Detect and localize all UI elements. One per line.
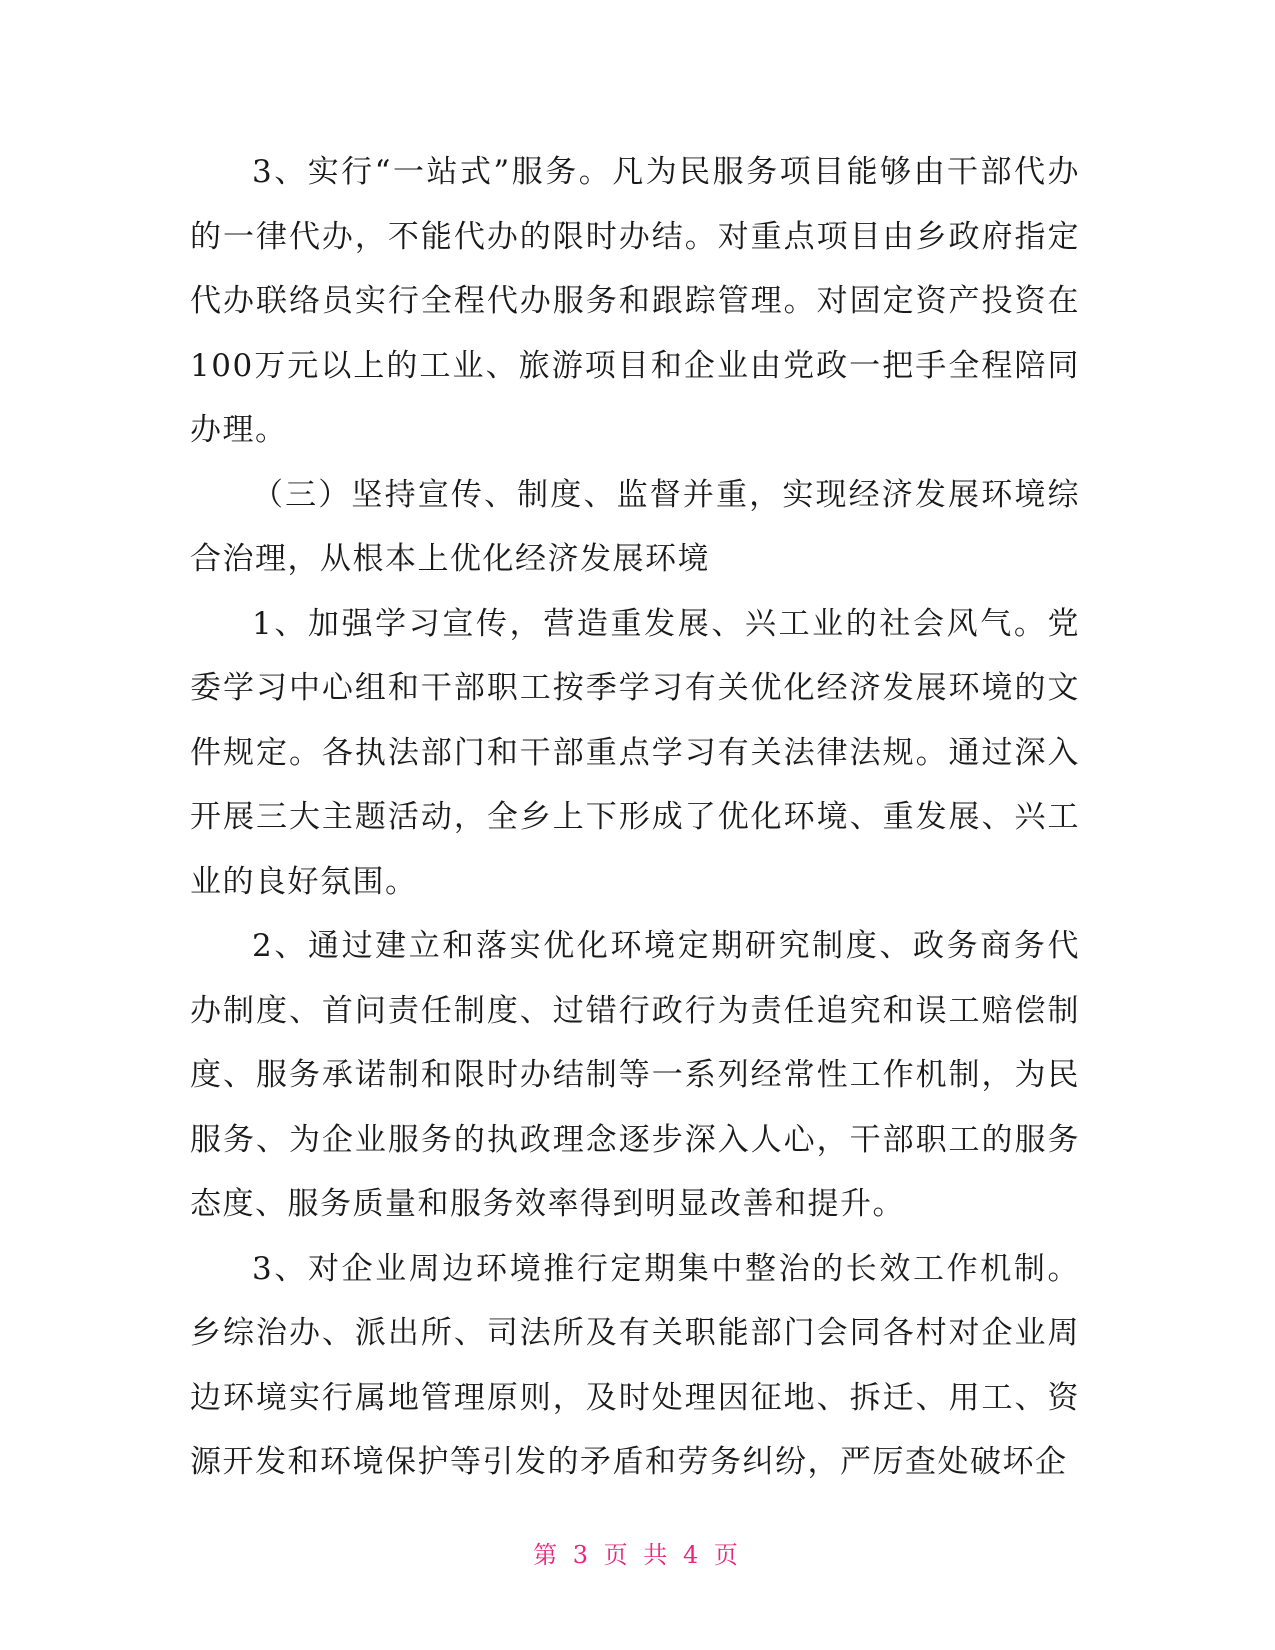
paragraph-item-3-one-stop-service: 3、实行“一站式”服务。凡为民服务项目能够由干部代办的一律代办，不能代办的限时办结。对重点项目由乡政府指定代办联络员实行全程代办服务和跟踪管理。对固定资产投资在100万元以上的工业、旅游项目和企业由党政一把手全程陪同办理。	[190, 154, 1080, 448]
document-body	[190, 140, 1080, 1495]
paragraph-item-1-study-publicity: 1、加强学习宣传，营造重发展、兴工业的社会风气。党委学习中心组和干部职工按季学习有关优化经济发展环境的文件规定。各执法部门和干部重点学习有关法律法规。通过深入开展三大主题活动，全乡上下形成了优化环境、重发展、兴工业的良好氛围。	[190, 605, 1080, 900]
section-heading-three: （三）坚持宣传、制度、监督并重，实现经济发展环境综合治理，从根本上优化经济发展环境	[190, 476, 1080, 577]
paragraph-item-3-enterprise-environment: 3、对企业周边环境推行定期集中整治的长效工作机制。乡综治办、派出所、司法所及有关职能部门会同各村对企业周边环境实行属地管理原则，及时处理因征地、拆迁、用工、资源开发和环境保护等引发的矛盾和劳务纠纷，严厉查处破坏企	[190, 1250, 1080, 1480]
page-number-footer: 第 3 页 共 4 页	[533, 1541, 742, 1569]
paragraph-item-2-work-mechanisms: 2、通过建立和落实优化环境定期研究制度、政务商务代办制度、首问责任制度、过错行政行为责任追究和误工赔偿制度、服务承诺制和限时办结制等一系列经常性工作机制，为民服务、为企业服务的执政理念逐步深入人心，干部职工的服务态度、服务质量和服务效率得到明显改善和提升。	[190, 928, 1080, 1222]
